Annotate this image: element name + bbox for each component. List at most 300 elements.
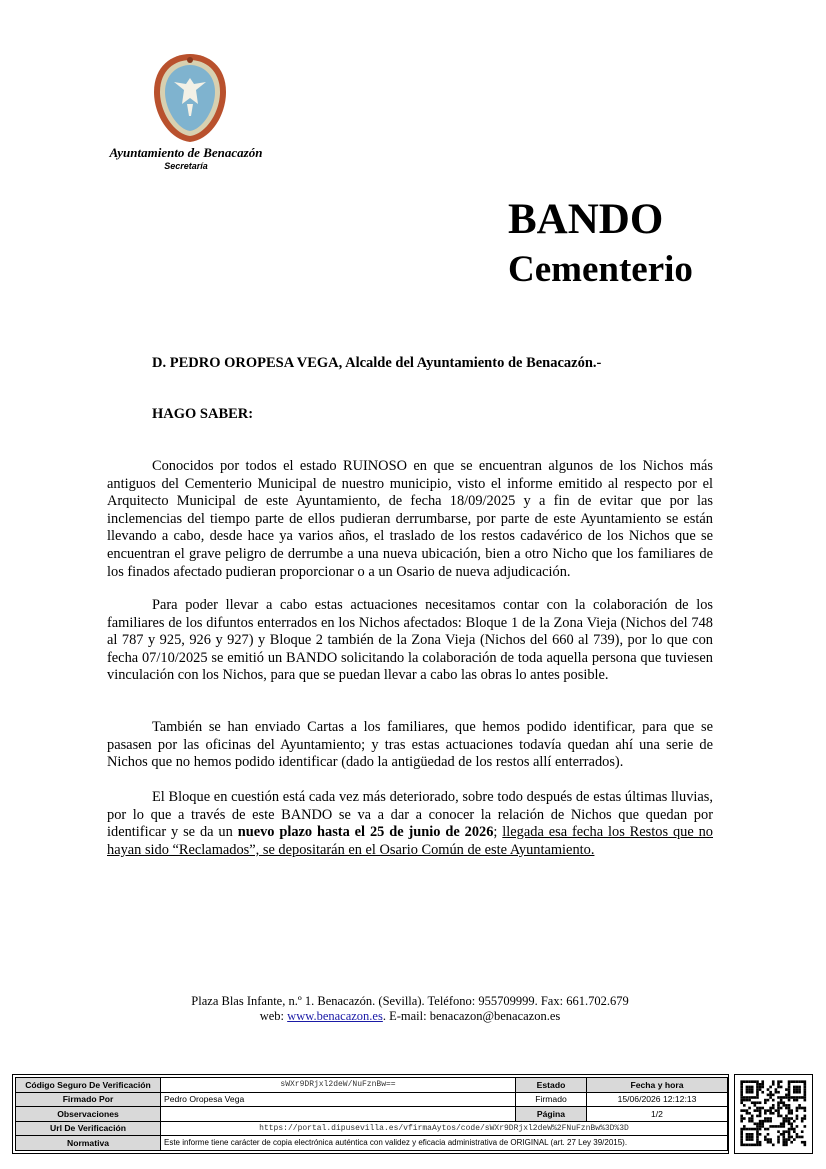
qr-module xyxy=(788,1080,791,1083)
qr-module xyxy=(756,1115,759,1118)
qr-module xyxy=(793,1088,796,1091)
qr-module xyxy=(780,1122,783,1125)
qr-module xyxy=(740,1088,743,1091)
qr-module xyxy=(746,1096,749,1099)
qr-module xyxy=(788,1128,791,1131)
qr-module xyxy=(767,1128,770,1131)
qr-module xyxy=(754,1104,757,1107)
qr-module xyxy=(804,1096,807,1099)
qr-module xyxy=(743,1080,746,1083)
qr-module xyxy=(759,1133,762,1136)
qr-module xyxy=(804,1107,807,1110)
qr-module xyxy=(782,1144,785,1147)
qr-module xyxy=(769,1107,772,1110)
qr-module xyxy=(793,1128,796,1131)
normativa-label: Normativa xyxy=(16,1136,161,1151)
qr-module xyxy=(769,1091,772,1094)
qr-module xyxy=(746,1144,749,1147)
qr-module xyxy=(782,1141,785,1144)
qr-module xyxy=(740,1083,743,1086)
paragraph-4-part-a: El Bloque en cuestión está cada vez más deteriorado, sobre todo después de estas últimas lluvias, por lo que a través de este BANDO se va a dar a conocer la relación de Nichos que quedan por identificar y se da un xyxy=(107,789,713,841)
qr-module xyxy=(777,1141,780,1144)
qr-module xyxy=(785,1144,788,1147)
qr-module xyxy=(782,1096,785,1099)
pagina-label: Página xyxy=(516,1107,587,1122)
qr-module xyxy=(788,1120,791,1123)
qr-module xyxy=(764,1136,767,1139)
qr-module xyxy=(740,1099,743,1102)
qr-module xyxy=(796,1117,799,1120)
qr-module xyxy=(788,1130,791,1133)
qr-module xyxy=(790,1096,793,1099)
qr-module xyxy=(782,1104,785,1107)
footer-address: Plaza Blas Infante, n.º 1. Benacazón. (Sevilla). Teléfono: 955709999. Fax: 661.702.679 xyxy=(191,994,629,1008)
qr-module xyxy=(777,1091,780,1094)
qr-module xyxy=(796,1080,799,1083)
qr-module xyxy=(788,1091,791,1094)
qr-module xyxy=(748,1099,751,1102)
document-subtitle: Cementerio xyxy=(508,249,693,290)
qr-module xyxy=(790,1122,793,1125)
qr-module xyxy=(790,1141,793,1144)
qr-module xyxy=(793,1080,796,1083)
qr-module xyxy=(743,1099,746,1102)
qr-module xyxy=(761,1120,764,1123)
qr-module xyxy=(804,1115,807,1118)
qr-module xyxy=(804,1117,807,1120)
qr-module xyxy=(754,1128,757,1131)
qr-module xyxy=(746,1128,749,1131)
qr-module xyxy=(740,1086,743,1089)
qr-module xyxy=(740,1130,743,1133)
qr-module xyxy=(743,1144,746,1147)
csv-value: sWXr9DRjxl2deW/NuFznBw== xyxy=(161,1078,516,1093)
qr-module xyxy=(748,1086,751,1089)
qr-module xyxy=(790,1128,793,1131)
qr-module xyxy=(788,1107,791,1110)
qr-module xyxy=(772,1107,775,1110)
qr-module xyxy=(772,1094,775,1097)
qr-module xyxy=(772,1080,775,1083)
qr-module xyxy=(754,1144,757,1147)
municipal-seal-logo xyxy=(150,52,230,144)
qr-module xyxy=(751,1117,754,1120)
qr-module xyxy=(759,1112,762,1115)
qr-module xyxy=(756,1125,759,1128)
qr-module xyxy=(764,1120,767,1123)
qr-module xyxy=(777,1125,780,1128)
qr-module xyxy=(796,1115,799,1118)
qr-module xyxy=(740,1141,743,1144)
qr-module xyxy=(775,1091,778,1094)
qr-module xyxy=(796,1107,799,1110)
qr-module xyxy=(780,1099,783,1102)
qr-module xyxy=(761,1125,764,1128)
qr-module xyxy=(740,1115,743,1118)
qr-module xyxy=(804,1094,807,1097)
estado-label: Estado xyxy=(516,1078,587,1093)
qr-module xyxy=(788,1099,791,1102)
qr-module xyxy=(761,1091,764,1094)
qr-module xyxy=(743,1109,746,1112)
footer-contact xyxy=(100,1009,720,1025)
qr-module xyxy=(748,1112,751,1115)
qr-module xyxy=(785,1115,788,1118)
qr-module xyxy=(769,1109,772,1112)
qr-module xyxy=(748,1120,751,1123)
qr-module xyxy=(793,1086,796,1089)
qr-module xyxy=(804,1125,807,1128)
qr-module xyxy=(790,1109,793,1112)
qr-module xyxy=(756,1130,759,1133)
qr-module xyxy=(788,1104,791,1107)
qr-module xyxy=(788,1133,791,1136)
qr-module xyxy=(804,1083,807,1086)
qr-module xyxy=(764,1117,767,1120)
qr-module xyxy=(801,1130,804,1133)
qr-module xyxy=(754,1122,757,1125)
qr-module xyxy=(740,1117,743,1120)
url-label: Url De Verificación xyxy=(16,1121,161,1136)
qr-module xyxy=(751,1120,754,1123)
qr-module xyxy=(759,1128,762,1131)
qr-module xyxy=(780,1115,783,1118)
qr-module xyxy=(769,1096,772,1099)
qr-module xyxy=(767,1117,770,1120)
qr-module xyxy=(756,1080,759,1083)
qr-module xyxy=(780,1107,783,1110)
qr-module xyxy=(788,1138,791,1141)
observaciones-value xyxy=(161,1107,516,1122)
qr-module xyxy=(788,1136,791,1139)
firmado-value: Pedro Oropesa Vega xyxy=(161,1092,516,1107)
qr-module xyxy=(746,1133,749,1136)
qr-module xyxy=(748,1107,751,1110)
paragraph-3-text: También se han enviado Cartas a los familiares, que hemos podido identificar, para que se pasasen por las oficinas del Ayuntamiento; y tras estas actuaciones todavía quedan ahí una serie de Nichos que no hemos podido identificar (dado la antigüedad de los restos allí enterrados). xyxy=(107,719,713,771)
qr-module xyxy=(761,1086,764,1089)
qr-module xyxy=(751,1086,754,1089)
qr-module xyxy=(793,1096,796,1099)
qr-module xyxy=(746,1136,749,1139)
qr-module xyxy=(782,1136,785,1139)
qr-module xyxy=(790,1136,793,1139)
qr-module xyxy=(788,1122,791,1125)
qr-module xyxy=(798,1088,801,1091)
qr-module xyxy=(743,1125,746,1128)
qr-module xyxy=(756,1094,759,1097)
qr-module xyxy=(767,1099,770,1102)
paragraph-2-text: Para poder llevar a cabo estas actuaciones necesitamos contar con la colaboración de los familiares de los difuntos enterrados en los Nichos afectados: Bloque 1 de la Zona Vieja (Nichos del 748 al 787 y 925, 926 y 927) y Bloque 2 también de la Zona Vieja (Nichos del 660 al 739), por lo que con fecha 07/10/2025 se emitió un BANDO solicitando la colaboración de toda aquella persona que tuviesen vinculación con los Nichos, para que se puedan llevar a cabo las obras lo antes posible. xyxy=(107,597,713,684)
qr-module xyxy=(743,1128,746,1131)
qr-module xyxy=(796,1133,799,1136)
qr-module xyxy=(772,1099,775,1102)
qr-module xyxy=(756,1122,759,1125)
qr-module xyxy=(767,1120,770,1123)
firmado-label: Firmado Por xyxy=(16,1092,161,1107)
qr-module xyxy=(756,1101,759,1104)
qr-module xyxy=(780,1125,783,1128)
organization-department: Secretaría xyxy=(164,161,208,171)
qr-module xyxy=(748,1144,751,1147)
qr-module xyxy=(777,1138,780,1141)
paragraph-1-text: Conocidos por todos el estado RUINOSO en que se encuentran algunos de los Nichos más antiguos del Cementerio Municipal de nuestro municipio, visto el informe emitido al respecto por el Arquitecto Municipal de este Ayuntamiento, de fecha 18/09/2025 y a fin de evitar que por las inclemencias del tiempo parte de ellos pudieran derrumbarse, por parte de este Ayuntamiento se están llevando a cabo, desde hace ya varios años, el traslado de los restos cadavérico de los Nichos que se encuentran el grave peligro de derrumbe a una nueva ubicación, bien a otro Nicho que los familiares de los finados afectado pudieran proporcionar o a un Osario de nueva adjudicación. xyxy=(107,458,713,580)
qr-module xyxy=(740,1128,743,1131)
qr-module xyxy=(764,1099,767,1102)
qr-module xyxy=(801,1080,804,1083)
qr-module xyxy=(775,1109,778,1112)
hago-saber-heading: HAGO SABER: xyxy=(152,406,254,422)
qr-module xyxy=(748,1091,751,1094)
qr-module xyxy=(796,1136,799,1139)
qr-module xyxy=(759,1088,762,1091)
qr-module xyxy=(759,1109,762,1112)
qr-module xyxy=(761,1083,764,1086)
qr-module xyxy=(801,1107,804,1110)
qr-module xyxy=(793,1120,796,1123)
qr-module xyxy=(804,1080,807,1083)
paragraph-4-text xyxy=(107,789,713,859)
qr-module xyxy=(772,1125,775,1128)
qr-module xyxy=(782,1120,785,1123)
qr-module xyxy=(782,1122,785,1125)
qr-module xyxy=(788,1086,791,1089)
pagina-value: 1/2 xyxy=(587,1107,728,1122)
observaciones-label: Observaciones xyxy=(16,1107,161,1122)
qr-module xyxy=(759,1125,762,1128)
qr-module xyxy=(764,1109,767,1112)
qr-module xyxy=(782,1117,785,1120)
qr-module xyxy=(796,1091,799,1094)
qr-module xyxy=(746,1080,749,1083)
qr-module xyxy=(782,1133,785,1136)
qr-module xyxy=(769,1125,772,1128)
qr-module xyxy=(796,1099,799,1102)
qr-module xyxy=(777,1115,780,1118)
qr-module xyxy=(756,1083,759,1086)
paragraph-2 xyxy=(107,597,713,685)
qr-module xyxy=(756,1133,759,1136)
qr-module xyxy=(798,1107,801,1110)
qr-module xyxy=(769,1094,772,1097)
qr-module xyxy=(775,1088,778,1091)
qr-module xyxy=(759,1107,762,1110)
qr-module xyxy=(785,1120,788,1123)
qr-module xyxy=(761,1107,764,1110)
qr-module xyxy=(796,1086,799,1089)
qr-module xyxy=(796,1125,799,1128)
qr-module xyxy=(804,1088,807,1091)
qr-module xyxy=(767,1094,770,1097)
qr-module xyxy=(798,1080,801,1083)
qr-module xyxy=(804,1099,807,1102)
organization-name: Ayuntamiento de Benacazón xyxy=(109,145,263,160)
qr-module xyxy=(764,1101,767,1104)
email-text: . E-mail: benacazon@benacazon.es xyxy=(382,1009,561,1023)
qr-module xyxy=(748,1138,751,1141)
qr-module xyxy=(785,1096,788,1099)
qr-module xyxy=(782,1130,785,1133)
qr-module xyxy=(748,1080,751,1083)
qr-module xyxy=(759,1115,762,1118)
qr-module xyxy=(796,1088,799,1091)
qr-module xyxy=(777,1086,780,1089)
website-link[interactable]: www.benacazon.es xyxy=(287,1009,383,1023)
qr-module xyxy=(756,1141,759,1144)
qr-module xyxy=(756,1144,759,1147)
paragraph-3 xyxy=(107,719,713,772)
qr-module xyxy=(767,1109,770,1112)
qr-module xyxy=(740,1080,743,1083)
qr-module xyxy=(764,1128,767,1131)
qr-module xyxy=(767,1141,770,1144)
qr-module xyxy=(746,1099,749,1102)
qr-module xyxy=(777,1096,780,1099)
qr-module xyxy=(788,1112,791,1115)
qr-module xyxy=(740,1109,743,1112)
document-title: BANDO xyxy=(508,196,664,243)
qr-module xyxy=(759,1141,762,1144)
qr-module xyxy=(740,1091,743,1094)
qr-module xyxy=(748,1136,751,1139)
qr-module xyxy=(798,1104,801,1107)
paragraph-4-part-b: ; xyxy=(493,824,503,841)
qr-module xyxy=(751,1144,754,1147)
qr-module xyxy=(777,1130,780,1133)
qr-module xyxy=(798,1136,801,1139)
qr-module xyxy=(740,1144,743,1147)
qr-module xyxy=(740,1101,743,1104)
qr-module xyxy=(751,1096,754,1099)
qr-module xyxy=(759,1120,762,1123)
qr-module xyxy=(740,1136,743,1139)
verification-box xyxy=(12,1074,729,1154)
qr-module xyxy=(743,1117,746,1120)
qr-module xyxy=(756,1107,759,1110)
qr-module xyxy=(764,1138,767,1141)
qr-module xyxy=(772,1104,775,1107)
qr-module xyxy=(746,1138,749,1141)
qr-module xyxy=(756,1138,759,1141)
qr-module xyxy=(790,1080,793,1083)
qr-module xyxy=(756,1096,759,1099)
qr-module xyxy=(751,1138,754,1141)
qr-code-icon xyxy=(734,1074,813,1154)
qr-module xyxy=(759,1083,762,1086)
qr-module xyxy=(790,1125,793,1128)
normativa-value: Este informe tiene carácter de copia electrónica auténtica con validez y eficacia administrativa de ORIGINAL (art. 27 Ley 39/2015). xyxy=(161,1136,728,1151)
qr-module xyxy=(804,1086,807,1089)
qr-module xyxy=(751,1136,754,1139)
qr-module xyxy=(756,1128,759,1131)
qr-module xyxy=(769,1086,772,1089)
qr-module xyxy=(759,1101,762,1104)
qr-module xyxy=(772,1112,775,1115)
qr-module xyxy=(746,1112,749,1115)
qr-module xyxy=(788,1109,791,1112)
estado-value: Firmado xyxy=(516,1092,587,1107)
qr-module xyxy=(785,1107,788,1110)
qr-module xyxy=(780,1101,783,1104)
qr-module xyxy=(751,1091,754,1094)
qr-module xyxy=(793,1130,796,1133)
web-label: web: xyxy=(259,1009,288,1023)
deadline-consequence: llegada esa fecha los Restos que no hayan sido “Reclamados”, se depositarán en el Osario Común de este Ayuntamiento. xyxy=(107,824,713,858)
qr-module xyxy=(756,1091,759,1094)
qr-module xyxy=(756,1109,759,1112)
qr-module xyxy=(746,1088,749,1091)
csv-label: Código Seguro De Verificación xyxy=(16,1078,161,1093)
qr-module xyxy=(754,1080,757,1083)
qr-module xyxy=(788,1096,791,1099)
qr-module xyxy=(785,1138,788,1141)
qr-module xyxy=(785,1117,788,1120)
qr-module xyxy=(801,1141,804,1144)
qr-module xyxy=(751,1101,754,1104)
qr-module xyxy=(798,1086,801,1089)
qr-module xyxy=(740,1120,743,1123)
qr-module xyxy=(804,1091,807,1094)
qr-module xyxy=(796,1109,799,1112)
qr-module xyxy=(782,1101,785,1104)
qr-module xyxy=(801,1117,804,1120)
qr-module xyxy=(788,1094,791,1097)
verification-url[interactable]: https://portal.dipusevilla.es/vfirmaAytos/code/sWXr9DRjxl2deW%2FNuFznBw%3D%3D xyxy=(161,1121,728,1136)
qr-module xyxy=(785,1104,788,1107)
qr-module xyxy=(764,1112,767,1115)
qr-module xyxy=(790,1117,793,1120)
qr-module xyxy=(777,1112,780,1115)
qr-module xyxy=(754,1109,757,1112)
qr-module xyxy=(740,1094,743,1097)
qr-module xyxy=(769,1117,772,1120)
qr-module xyxy=(788,1083,791,1086)
qr-module xyxy=(790,1112,793,1115)
qr-module xyxy=(782,1125,785,1128)
qr-module xyxy=(740,1096,743,1099)
qr-module xyxy=(780,1080,783,1083)
qr-module xyxy=(796,1096,799,1099)
qr-module xyxy=(785,1094,788,1097)
qr-module xyxy=(777,1080,780,1083)
qr-module xyxy=(804,1109,807,1112)
qr-module xyxy=(777,1083,780,1086)
qr-module xyxy=(740,1133,743,1136)
qr-module xyxy=(754,1101,757,1104)
qr-module xyxy=(788,1117,791,1120)
qr-module xyxy=(769,1112,772,1115)
qr-module xyxy=(777,1136,780,1139)
qr-module xyxy=(759,1144,762,1147)
qr-module xyxy=(751,1115,754,1118)
qr-module xyxy=(785,1141,788,1144)
qr-module xyxy=(751,1133,754,1136)
qr-module xyxy=(777,1101,780,1104)
qr-module xyxy=(767,1133,770,1136)
qr-module xyxy=(780,1086,783,1089)
qr-module xyxy=(748,1128,751,1131)
qr-module xyxy=(748,1117,751,1120)
qr-module xyxy=(798,1091,801,1094)
qr-module xyxy=(801,1096,804,1099)
deadline-text: nuevo plazo hasta el 25 de junio de 2026 xyxy=(237,824,494,841)
qr-module xyxy=(761,1122,764,1125)
qr-module xyxy=(772,1144,775,1147)
qr-module xyxy=(769,1138,772,1141)
qr-module xyxy=(769,1141,772,1144)
qr-module xyxy=(746,1091,749,1094)
qr-module xyxy=(775,1125,778,1128)
qr-module xyxy=(804,1144,807,1147)
